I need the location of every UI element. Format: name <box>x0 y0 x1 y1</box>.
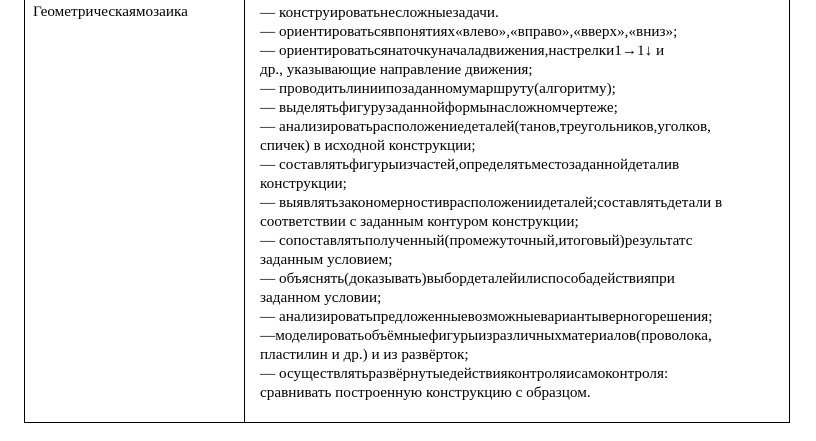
skill-line: — ориентироватьсявпонятиях«влево»,«вправо»,«вверх»,«вниз»; <box>260 23 678 40</box>
skill-line: спичек) в исходной конструкции; <box>260 137 476 154</box>
skill-line: др., указывающие направление движения; <box>260 61 533 78</box>
skill-line: — проводитьлиниипозаданномумаршруту(алгоритму); <box>260 80 616 97</box>
skill-line: — анализироватьпредложенныевозможныевариантыверногорешения; <box>260 308 713 325</box>
skill-line: заданным условием; <box>260 251 393 268</box>
skill-line: — конструироватьнесложныезадачи. <box>260 4 499 21</box>
skill-line: — ориентироватьсянаточкуначаладвижения,настрелки1→1↓ и <box>260 42 665 59</box>
skill-line: — объяснять(доказывать)выбордеталейилиспособадействияпри <box>260 270 675 287</box>
skill-line: конструкции; <box>260 175 347 192</box>
skill-line: — сопоставлятьполученный(промежуточный,итоговый)результатс <box>260 232 693 249</box>
skill-line: сравнивать построенную конструкцию с образцом. <box>260 384 591 401</box>
topic-cell: Геометрическаямозаика <box>33 3 188 20</box>
column-divider <box>244 0 245 422</box>
skill-line: — анализироватьрасположениедеталей(танов,треугольников,уголков, <box>260 118 711 135</box>
skills-cell <box>260 3 782 402</box>
skill-line: —моделироватьобъёмныефигурыизразличныхматериалов(проволока, <box>260 327 712 344</box>
skill-line: пластилин и др.) и из развёрток; <box>260 346 469 363</box>
skill-line: — составлятьфигурыизчастей,определятьместозаданнойдеталив <box>260 156 680 173</box>
skill-line: — выявлятьзакономерностиврасположениидеталей;составлятьдетали в <box>260 194 723 211</box>
content-table <box>24 0 790 423</box>
skill-line: соответствии с заданным контуром конструкции; <box>260 213 579 230</box>
skill-line: — осуществлятьразвёрнутыедействияконтроляисамоконтроля: <box>260 365 669 382</box>
skill-line: заданном условии; <box>260 289 382 306</box>
skill-line: — выделятьфигурузаданнойформынасложномчертеже; <box>260 99 618 116</box>
